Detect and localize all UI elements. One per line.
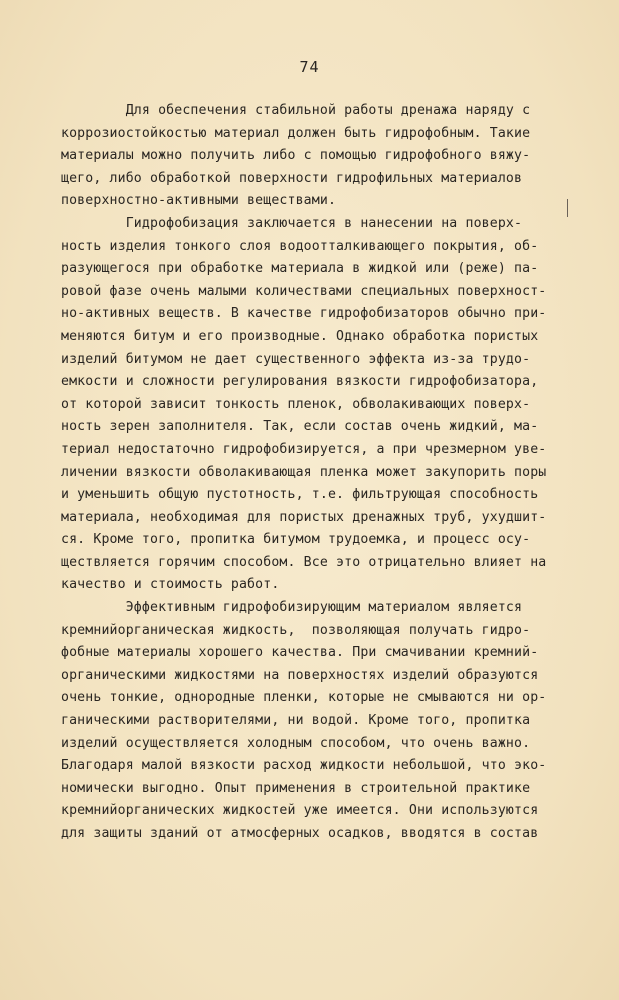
text-line: Для обеспечения стабильной работы дренажа наряду с	[61, 103, 531, 118]
text-line: органическими жидкостями на поверхностях изделий образуются	[61, 667, 539, 683]
text-line: качество и стоимость работ.	[61, 577, 280, 593]
text-line: ность зерен заполнителя. Так, если состав очень жидкий, ма-	[61, 419, 539, 435]
text-line: ся. Кроме того, пропитка битумом трудоемка, и процесс осу-	[61, 532, 531, 548]
text-line: фобные материалы хорошего качества. При смачивании кремний-	[61, 645, 539, 661]
text-line: ганическими растворителями, ни водой. Кроме того, пропитка	[61, 713, 531, 729]
text-line: Гидрофобизация заключается в нанесении на поверх-	[61, 215, 523, 231]
text-line: териал недостаточно гидрофобизируется, а при чрезмерном уве-	[61, 441, 547, 457]
text-line: очень тонкие, однородные пленки, которые не смываются ни ор-	[61, 690, 547, 706]
text-line: но-активных веществ. В качестве гидрофобизаторов обычно при-	[61, 306, 547, 322]
body-text	[61, 100, 581, 846]
text-line: кремнийорганических жидкостей уже имеется. Они используются	[61, 803, 539, 819]
text-line: материала, необходимая для пористых дренажных труб, ухудшит-	[61, 509, 547, 525]
text-line: ществляется горячим способом. Все это отрицательно влияет на	[61, 554, 547, 570]
text-line: для защиты зданий от атмосферных осадков, вводятся в состав	[61, 826, 539, 841]
text-line: номически выгодно. Опыт применения в строительной практике	[61, 780, 531, 796]
text-line: емкости и сложности регулирования вязкости гидрофобизатора,	[61, 374, 539, 390]
text-line: коррозиостойкостью материал должен быть гидрофобным. Такие	[61, 125, 531, 141]
text-line: Благодаря малой вязкости расход жидкости небольшой, что эко-	[61, 758, 547, 774]
text-line: разующегося при обработке материала в жидкой или (реже) па-	[61, 261, 539, 277]
text-line: кремнийорганическая жидкость, позволяющая получать гидро-	[61, 622, 531, 638]
text-line: поверхностно-активными веществами.	[61, 193, 337, 209]
text-line: изделий битумом не дает существенного эффекта из-за трудо-	[61, 351, 531, 367]
text-line: материалы можно получить либо с помощью гидрофобного вяжу-	[61, 148, 531, 164]
text-line: ровой фазе очень малыми количествами специальных поверхност-	[61, 283, 547, 299]
text-line: изделий осуществляется холодным способом, что очень важно.	[61, 735, 531, 751]
text-line: меняются битум и его производные. Однако обработка пористых	[61, 328, 539, 344]
page-number: 74	[299, 58, 320, 76]
text-line: от которой зависит тонкость пленок, обволакивающих поверх-	[61, 396, 531, 412]
text-line: ность изделия тонкого слоя водоотталкивающего покрытия, об-	[61, 238, 539, 254]
text-line: и уменьшить общую пустотность, т.е. фильтрующая способность	[61, 487, 539, 503]
text-line: Эффективным гидрофобизирующим материалом является	[61, 600, 523, 616]
text-line: щего, либо обработкой поверхности гидрофильных материалов	[61, 170, 523, 186]
text-line: личении вязкости обволакивающая пленка может закупорить поры	[61, 464, 547, 480]
